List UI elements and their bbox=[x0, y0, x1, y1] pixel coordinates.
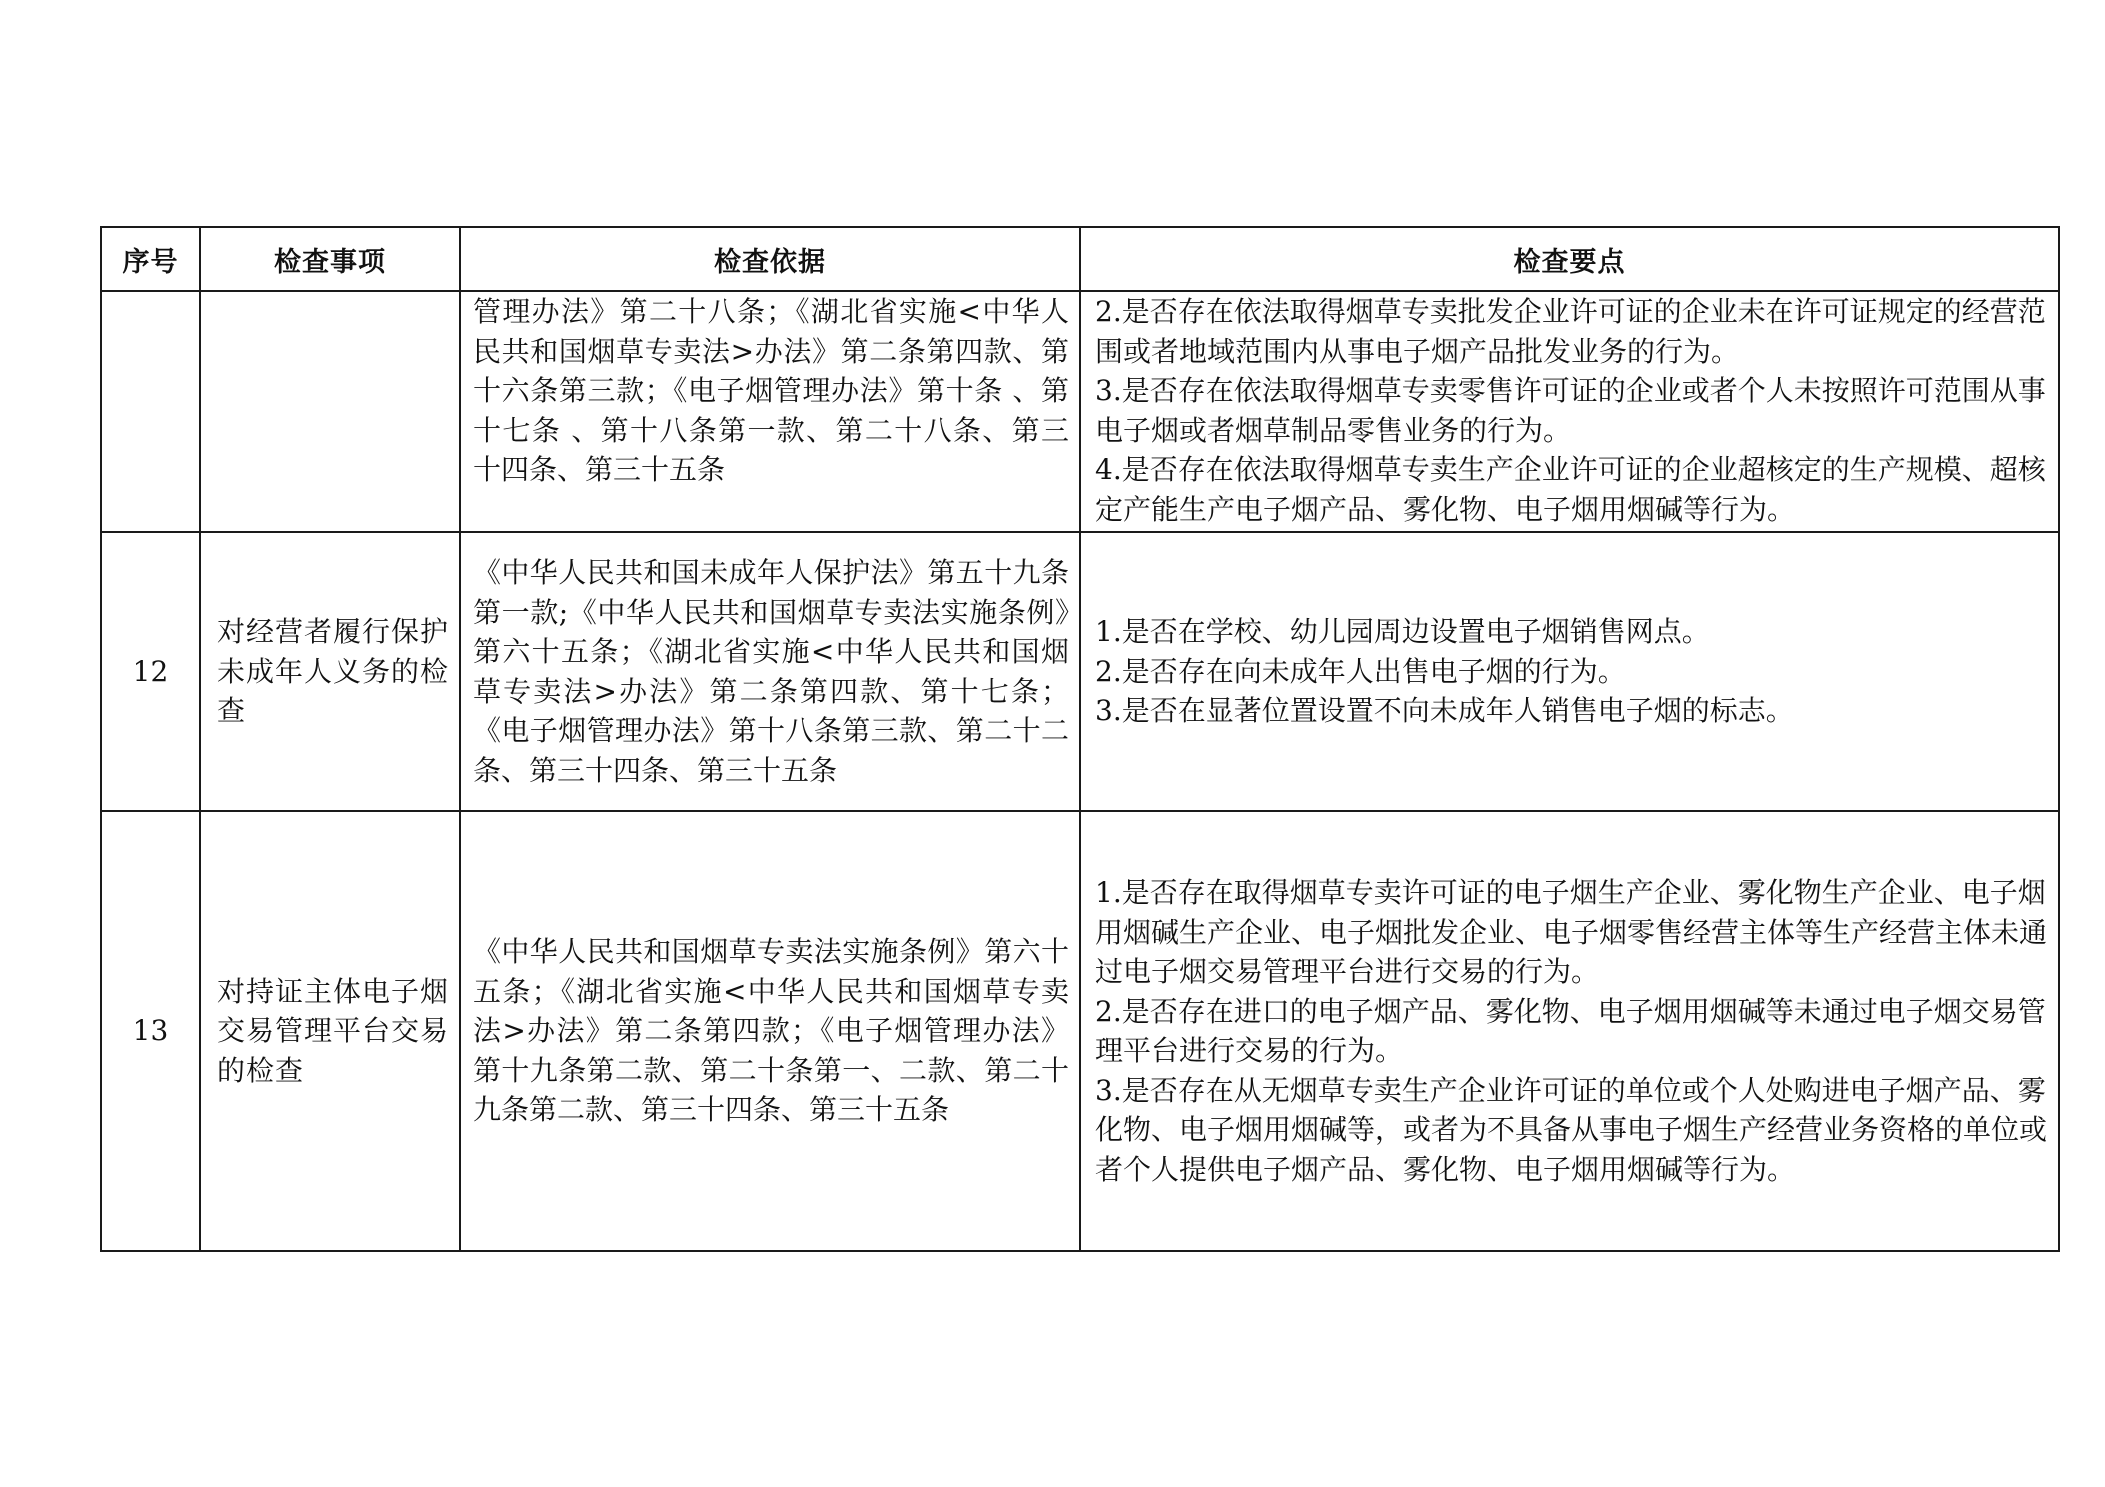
row-seq bbox=[101, 291, 200, 532]
point-line: 3.是否存在依法取得烟草专卖零售许可证的企业或者个人未按照许可范围从事电子烟或者烟草制品零售业务的行为。 bbox=[1095, 374, 2046, 447]
point-line: 3.是否在显著位置设置不向未成年人销售电子烟的标志。 bbox=[1095, 694, 1794, 728]
row-item bbox=[200, 291, 460, 532]
row-points bbox=[1080, 291, 2059, 532]
point-line: 2.是否存在依法取得烟草专卖批发企业许可证的企业未在许可证规定的经营范围或者地域范围内从事电子烟产品批发业务的行为。 bbox=[1095, 295, 2046, 368]
point-line: 2.是否存在进口的电子烟产品、雾化物、电子烟用烟碱等未通过电子烟交易管理平台进行交易的行为。 bbox=[1095, 994, 2046, 1067]
point-line: 4.是否存在依法取得烟草专卖生产企业许可证的企业超核定的生产规模、超核定产能生产电子烟产品、雾化物、电子烟用烟碱等行为。 bbox=[1095, 453, 2046, 526]
point-line: 3.是否存在从无烟草专卖生产企业许可证的单位或个人处购进电子烟产品、雾化物、电子烟用烟碱等，或者为不具备从事电子烟生产经营业务资格的单位或者个人提供电子烟产品、雾化物、电子烟用烟碱等行为。 bbox=[1095, 1073, 2048, 1186]
point-line: 1.是否在学校、幼儿园周边设置电子烟销售网点。 bbox=[1095, 615, 1710, 649]
row-basis: 《中华人民共和国烟草专卖法实施条例》第六十五条；《湖北省实施<中华人民共和国烟草专卖法>办法》第二条第四款；《电子烟管理办法》第十九条第二款、第二十条第一、二款、第二十九条第二款、第三十四条、第三十五条 bbox=[460, 811, 1080, 1251]
header-basis: 检查依据 bbox=[460, 227, 1080, 291]
table-row bbox=[101, 811, 2059, 1251]
row-points bbox=[1080, 532, 2059, 811]
point-line: 1.是否存在取得烟草专卖许可证的电子烟生产企业、雾化物生产企业、电子烟用烟碱生产企业、电子烟批发企业、电子烟零售经营主体等生产经营主体未通过电子烟交易管理平台进行交易的行为。 bbox=[1095, 876, 2048, 988]
header-seq: 序号 bbox=[101, 227, 200, 291]
header-points: 检查要点 bbox=[1080, 227, 2059, 291]
row-basis: 管理办法》第二十八条；《湖北省实施<中华人民共和国烟草专卖法>办法》第二条第四款、第十六条第三款；《电子烟管理办法》第十条 、第十七条 、第十八条第一款、第二十八条、第三十四条、第三十五条 bbox=[460, 291, 1080, 532]
row-points bbox=[1080, 811, 2059, 1251]
table-row bbox=[101, 291, 2059, 532]
row-basis: 《中华人民共和国未成年人保护法》第五十九条第一款;《中华人民共和国烟草专卖法实施条例》第六十五条；《湖北省实施<中华人民共和国烟草专卖法>办法》第二条第四款、第十七条；《电子烟管理办法》第十八条第三款、第二十二条、第三十四条、第三十五条 bbox=[460, 532, 1080, 811]
inspection-table bbox=[100, 226, 2060, 1252]
header-item: 检查事项 bbox=[200, 227, 460, 291]
point-line: 2.是否存在向未成年人出售电子烟的行为。 bbox=[1095, 654, 1626, 688]
row-seq: 13 bbox=[101, 811, 200, 1251]
row-item: 对持证主体电子烟交易管理平台交易的检查 bbox=[200, 811, 460, 1251]
row-item: 对经营者履行保护未成年人义务的检查 bbox=[200, 532, 460, 811]
table-header-row bbox=[101, 227, 2059, 291]
inspection-table-page bbox=[100, 226, 2058, 1252]
table-row bbox=[101, 532, 2059, 811]
row-seq: 12 bbox=[101, 532, 200, 811]
